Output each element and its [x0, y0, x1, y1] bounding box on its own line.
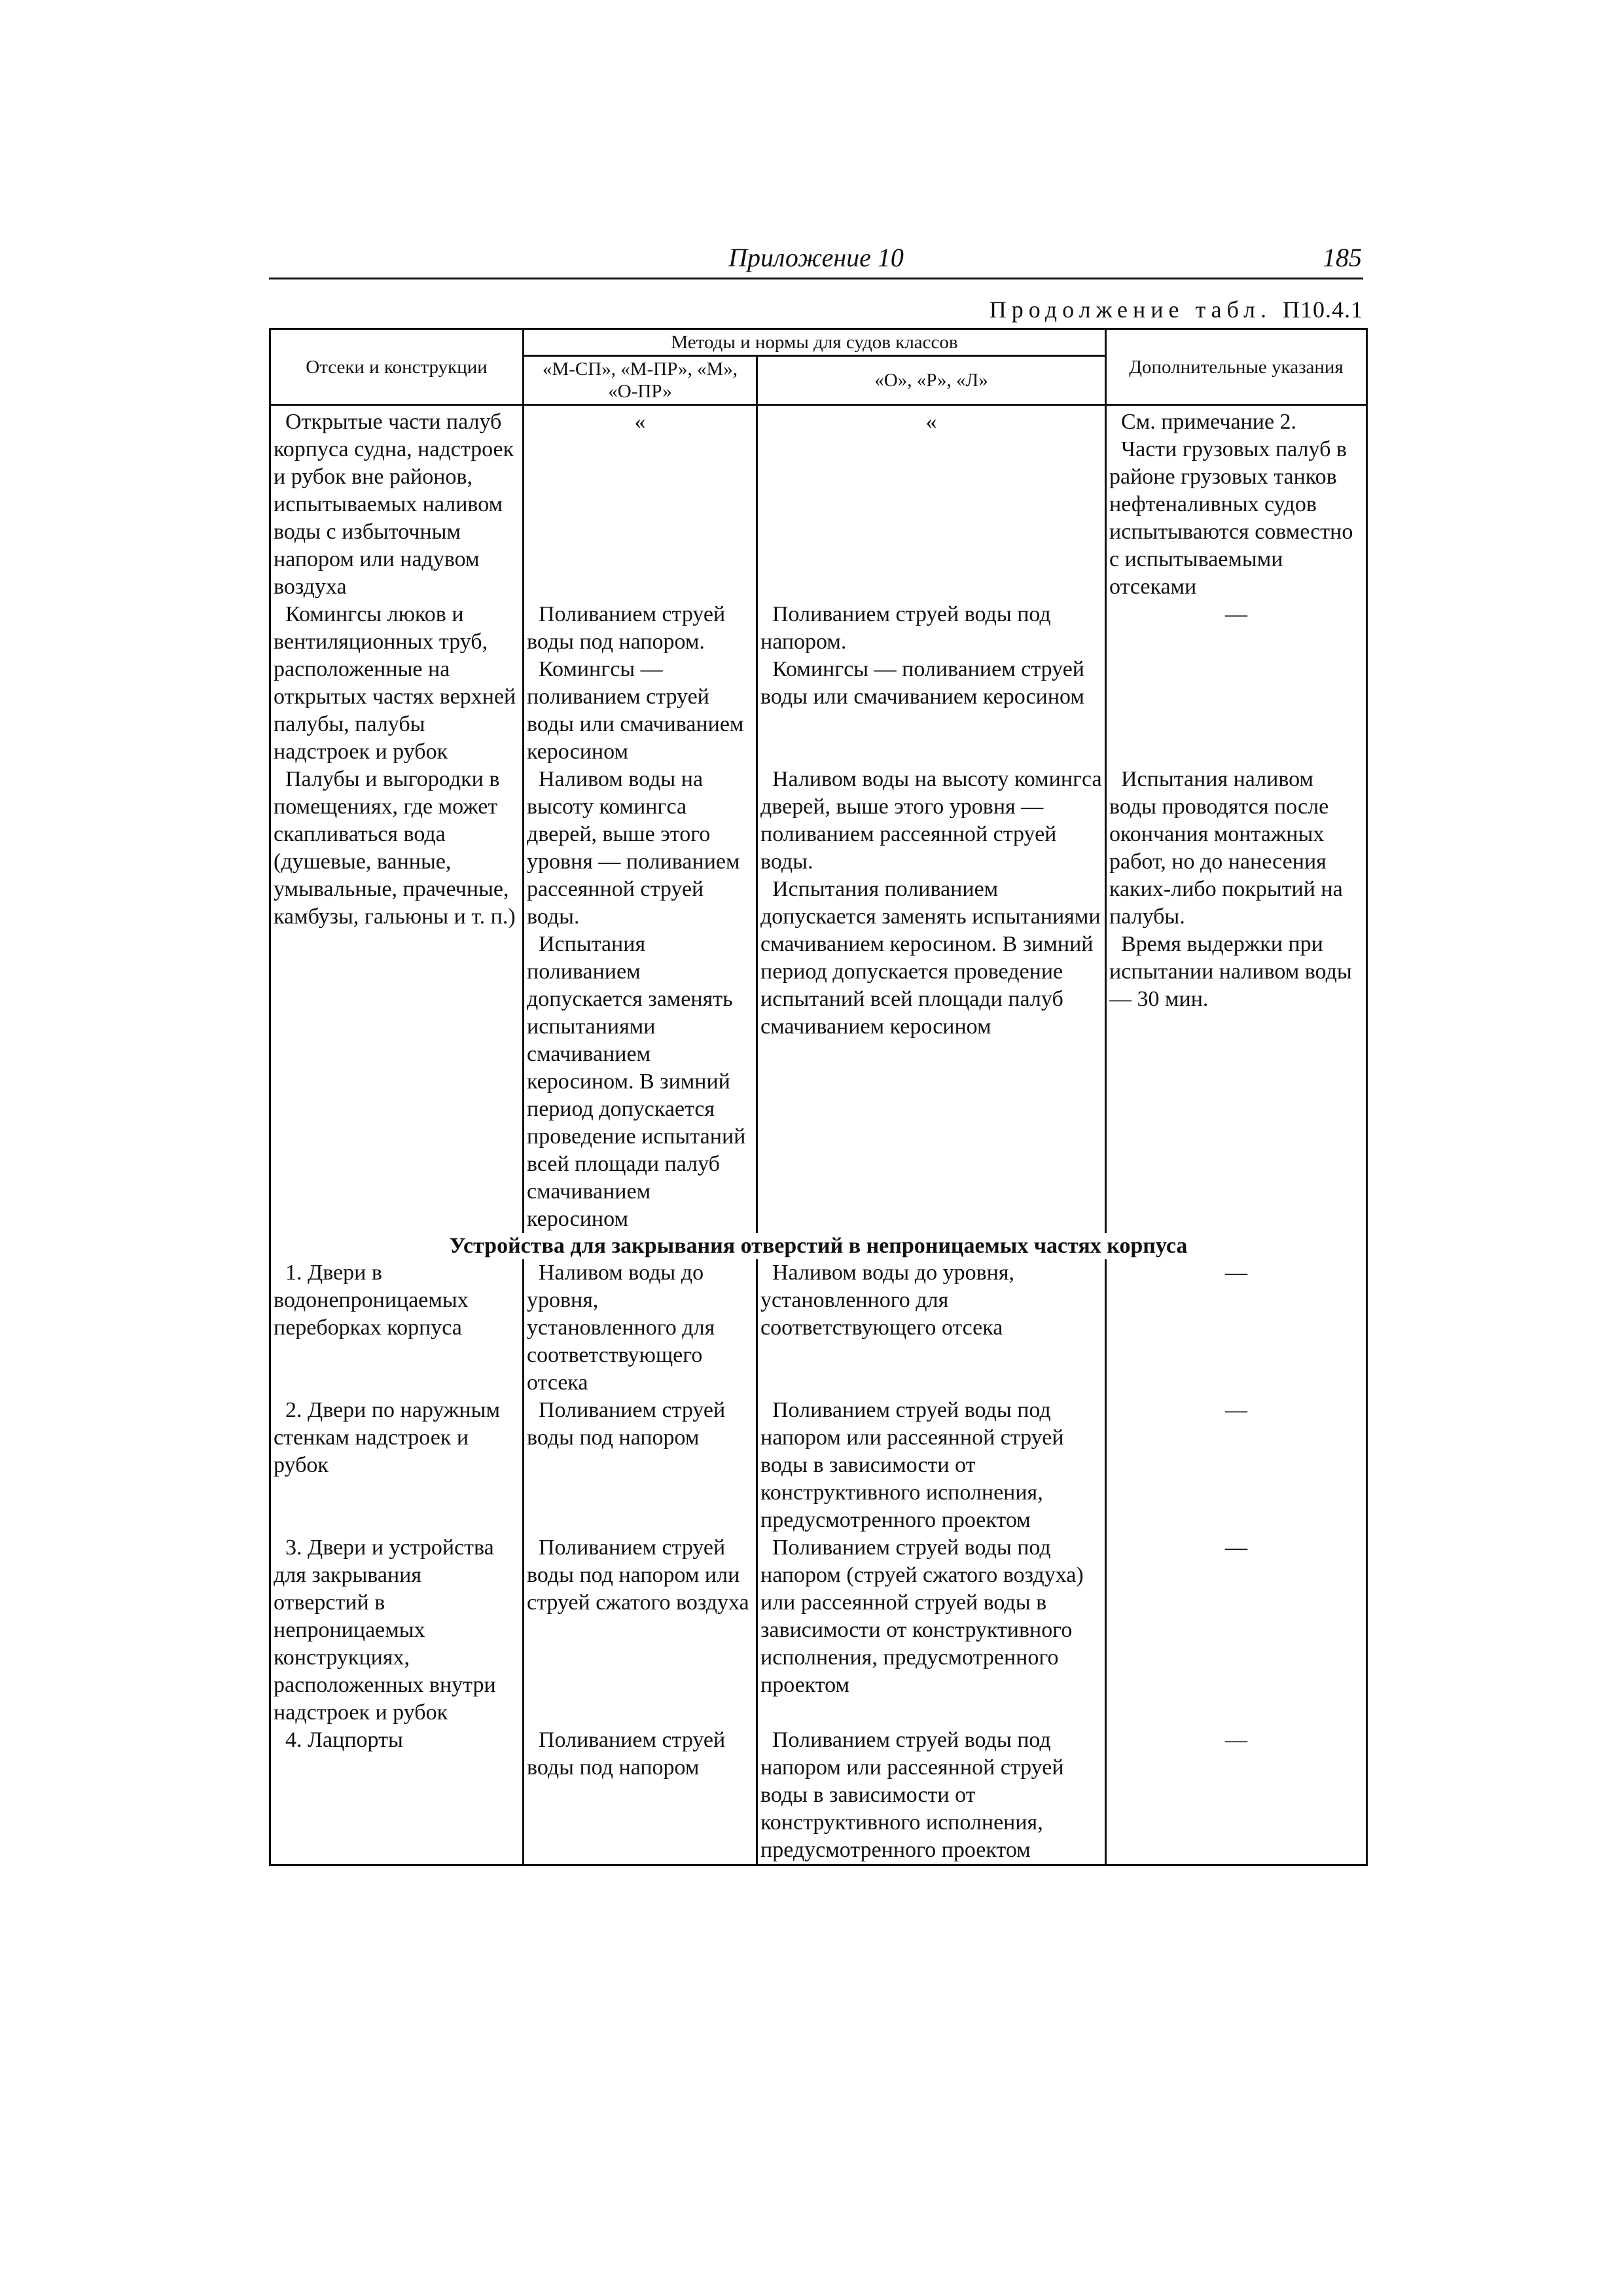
classes-b-cell	[757, 1397, 1106, 1534]
cell-text: 2. Двери по наружным стенкам надстроек и рубок	[274, 1398, 500, 1477]
classes-a-cell	[524, 766, 757, 1233]
ditto-mark: «	[634, 410, 646, 434]
classes-b-cell	[757, 601, 1106, 766]
cell-text: Части грузовых палуб в районе грузовых танков нефтеналивных судов испытываются совместно с испытываемыми отсеками	[1109, 437, 1353, 599]
cell-text: Открытые части палуб корпуса судна, надстроек и рубок вне районов, испытываемых наливом воды с избыточным напором или надувом воздуха	[274, 410, 514, 599]
dash-mark: —	[1225, 602, 1248, 626]
classes-a-cell	[524, 601, 757, 766]
additional-cell	[1106, 1259, 1367, 1397]
additional-cell	[1106, 1397, 1367, 1534]
classes-a-cell	[524, 1259, 757, 1397]
dash-mark: —	[1225, 1261, 1248, 1285]
header-compartments: Отсеки и конструкции	[270, 329, 524, 405]
cell-text: Комингсы — поливанием струей воды или смачиванием керосином	[760, 657, 1084, 709]
cell-text: Испытания поливанием допускается заменять испытаниями смачиванием керосином. В зимний период допускается проведение испытаний всей площади палуб смачиванием керосином	[527, 932, 746, 1231]
classes-a-cell	[524, 1534, 757, 1727]
cell-text: Поливанием струей воды под напором.	[760, 602, 1051, 654]
cell-text: 3. Двери и устройства для закрывания отверстий в непроницаемых конструкциях, расположенных внутри надстроек и рубок	[274, 1535, 496, 1725]
classes-a-cell	[524, 405, 757, 601]
cell-text: См. примечание 2.	[1121, 410, 1297, 434]
classes-a-cell	[524, 1397, 757, 1534]
page-header	[269, 241, 1363, 279]
compartment-cell	[270, 1259, 524, 1397]
cell-text: Палубы и выгородки в помещениях, где может скапливаться вода (душевые, ванные, умывальные, прачечные, камбузы, гальюны и т. п.)	[274, 767, 516, 929]
cell-text: Поливанием струей воды под напором.	[527, 602, 726, 654]
cell-text: Поливанием струей воды под напором или рассеянной струей воды в зависимости от конструктивного исполнения, предусмотренного проектом	[760, 1398, 1064, 1532]
page-number: 185	[1323, 243, 1362, 272]
section-row	[270, 1233, 1367, 1259]
header-additional: Дополнительные указания	[1106, 329, 1367, 405]
cell-text: Испытания поливанием допускается заменять испытаниями смачиванием керосином. В зимний период допускается проведение испытаний всей площади палуб смачиванием керосином	[760, 877, 1101, 1039]
header-classes-b: «О», «Р», «Л»	[757, 356, 1106, 405]
cell-text: Наливом воды до уровня, установленного для соответствующего отсека	[760, 1261, 1014, 1340]
header-classes-a: «М-СП», «М-ПР», «М», «О-ПР»	[524, 356, 757, 405]
classes-b-cell	[757, 405, 1106, 601]
dash-mark: —	[1225, 1535, 1248, 1560]
table-row	[270, 1534, 1367, 1727]
classes-b-cell	[757, 1727, 1106, 1865]
table-row	[270, 405, 1367, 601]
dash-mark: —	[1225, 1728, 1248, 1752]
classes-b-cell	[757, 1259, 1106, 1397]
cell-text: Наливом воды на высоту комингса дверей, выше этого уровня — поливанием рассеянной струей воды.	[760, 767, 1102, 874]
table-number: П10.4.1	[1283, 296, 1363, 323]
compartment-cell	[270, 1397, 524, 1534]
additional-cell	[1106, 1534, 1367, 1727]
standards-table	[269, 328, 1368, 1866]
compartment-cell	[270, 405, 524, 601]
cell-text: Поливанием струей воды под напором (струей сжатого воздуха) или рассеянной струей воды в зависимости от конструктивного исполнения, предусмотренного проектом	[760, 1535, 1084, 1697]
table-continuation-label	[990, 296, 1363, 323]
compartment-cell	[270, 766, 524, 1233]
additional-cell	[1106, 601, 1367, 766]
cell-text: Время выдержки при испытании наливом воды — 30 мин.	[1109, 932, 1352, 1011]
dash-mark: —	[1225, 1398, 1248, 1422]
additional-cell	[1106, 405, 1367, 601]
continuation-prefix: Продолжение табл.	[989, 296, 1272, 323]
header-row	[270, 329, 1367, 356]
classes-b-cell	[757, 766, 1106, 1233]
cell-text: Наливом воды до уровня, установленного для соответствующего отсека	[527, 1261, 715, 1395]
section-title: Устройства для закрывания отверстий в непроницаемых частях корпуса	[270, 1233, 1367, 1259]
cell-text: Поливанием струей воды под напором	[527, 1728, 726, 1780]
cell-text: Комингсы — поливанием струей воды или смачиванием керосином	[527, 657, 744, 764]
cell-text: Поливанием струей воды под напором или струей сжатого воздуха	[527, 1535, 749, 1615]
table-row	[270, 1259, 1367, 1397]
compartment-cell	[270, 1727, 524, 1865]
table-row	[270, 1397, 1367, 1534]
additional-cell	[1106, 766, 1367, 1233]
table-row	[270, 1727, 1367, 1865]
ditto-mark: «	[925, 410, 937, 434]
cell-text: Испытания наливом воды проводятся после окончания монтажных работ, но до нанесения каких-либо покрытий на палубы.	[1109, 767, 1343, 929]
table-row	[270, 766, 1367, 1233]
running-title: Приложение 10	[728, 243, 904, 272]
classes-a-cell	[524, 1727, 757, 1865]
cell-text: 4. Лацпорты	[285, 1728, 403, 1752]
cell-text: Поливанием струей воды под напором или рассеянной струей воды в зависимости от конструктивного исполнения, предусмотренного проектом	[760, 1728, 1064, 1862]
additional-cell	[1106, 1727, 1367, 1865]
cell-text: Поливанием струей воды под напором	[527, 1398, 726, 1450]
compartment-cell	[270, 601, 524, 766]
header-methods-group: Методы и нормы для судов классов	[524, 329, 1106, 356]
cell-text: Наливом воды на высоту комингса дверей, выше этого уровня — поливанием рассеянной струей воды.	[527, 767, 740, 929]
table-row	[270, 601, 1367, 766]
cell-text: 1. Двери в водонепроницаемых переборках корпуса	[274, 1261, 469, 1340]
cell-text: Комингсы люков и вентиляционных труб, расположенные на открытых частях верхней палубы, палубы надстроек и рубок	[274, 602, 516, 764]
compartment-cell	[270, 1534, 524, 1727]
classes-b-cell	[757, 1534, 1106, 1727]
